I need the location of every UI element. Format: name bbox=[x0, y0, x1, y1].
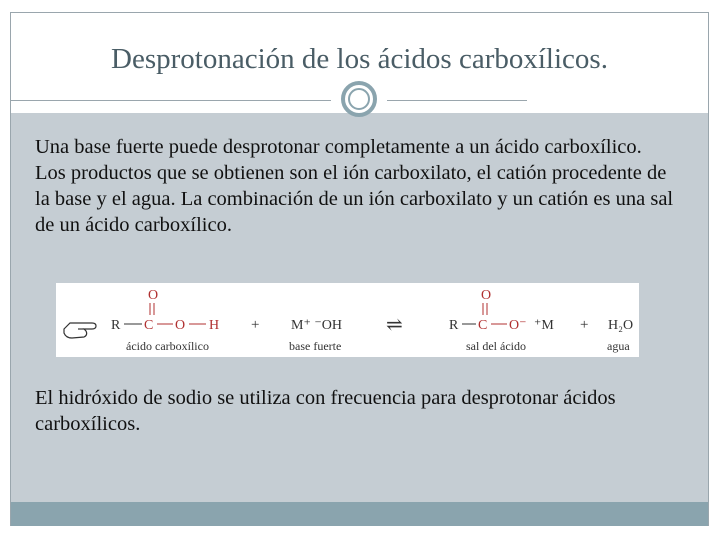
salt-o-minus: O⁻ bbox=[509, 318, 527, 333]
plus-2: + bbox=[580, 317, 589, 333]
salt-label: sal del ácido bbox=[466, 339, 526, 353]
reaction-svg bbox=[56, 283, 639, 357]
reaction-equation bbox=[56, 283, 639, 357]
salt-carbonyl-o: O bbox=[481, 288, 492, 303]
equilibrium-arrow: ⇌ bbox=[386, 314, 403, 336]
acid-label: ácido carboxílico bbox=[126, 339, 209, 353]
paragraph-1: Una base fuerte puede desprotonar completamente a un ácido carboxílico. Los productos que se obtienen son el ión carboxilato, el catión procedente de la base y el agua. La combinación de un ión carboxilato y un catión es una sal de un ácido carboxílico. bbox=[35, 136, 674, 236]
slide-title: Desprotonación de los ácidos carboxílicos. bbox=[111, 43, 608, 75]
slide bbox=[10, 12, 709, 526]
acid-r: R bbox=[111, 318, 121, 333]
acid-oh-o: O bbox=[175, 318, 186, 333]
plus-1: + bbox=[251, 317, 260, 333]
water-label: agua bbox=[607, 339, 630, 353]
acid-c: C bbox=[144, 318, 154, 333]
base-label: base fuerte bbox=[289, 339, 342, 353]
acid-h: H bbox=[209, 318, 220, 333]
circle-ornament-icon bbox=[341, 81, 377, 117]
salt-r: R bbox=[449, 318, 459, 333]
title-rule-left bbox=[11, 100, 331, 101]
water-formula: H₂O bbox=[608, 318, 634, 333]
title-rule-right bbox=[387, 100, 527, 101]
paragraph-2: El hidróxido de sodio se utiliza con frecuencia para desprotonar ácidos carboxílicos. bbox=[35, 387, 616, 435]
salt-cation: ⁺M bbox=[534, 318, 554, 333]
salt-c: C bbox=[478, 318, 488, 333]
bottom-bar bbox=[11, 502, 708, 526]
base-formula: M⁺ ⁻OH bbox=[291, 318, 342, 333]
acid-carbonyl-o: O bbox=[148, 288, 159, 303]
pointing-hand-icon bbox=[64, 323, 96, 338]
